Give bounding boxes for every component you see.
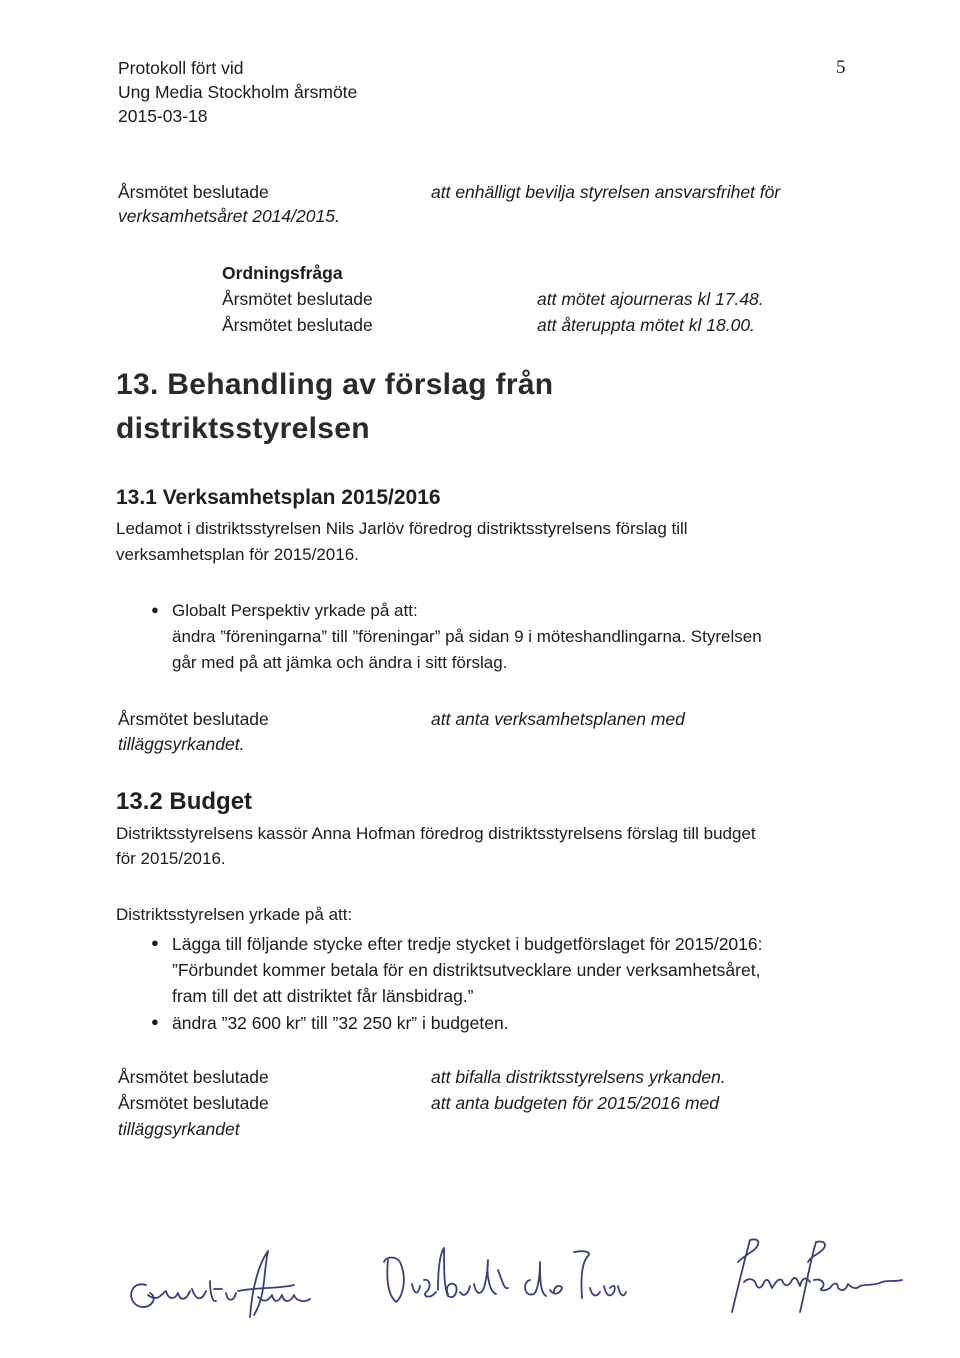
decision-label: Årsmötet beslutade [118, 1067, 269, 1087]
decision-text: att anta budgeten för 2015/2016 med [431, 1093, 720, 1113]
yrkade-line: Distriktsstyrelsen yrkade på att: [116, 905, 353, 924]
bullet-icon: ● [151, 935, 159, 950]
bullet-text: fram till det att distriktet får länsbidrag.” [172, 986, 474, 1006]
section-13-2-title: 13.2 Budget [116, 788, 253, 815]
section-13-title-cont: distriktsstyrelsen [116, 412, 370, 445]
header-date: 2015-03-18 [118, 106, 208, 126]
decision-text: att återuppta mötet kl 18.00. [537, 315, 755, 335]
decision-label: Årsmötet beslutade [222, 289, 373, 309]
decision-text: att mötet ajourneras kl 17.48. [537, 289, 764, 309]
decision-label: Årsmötet beslutade [118, 182, 269, 202]
paragraph-line: för 2015/2016. [116, 849, 226, 868]
decision-text: att enhälligt bevilja styrelsen ansvarsfrihet för [431, 182, 781, 202]
bullet-text: Globalt Perspektiv yrkade på att: [172, 601, 418, 620]
bullet-text: ändra ”32 600 kr” till ”32 250 kr” i budgeten. [172, 1013, 509, 1033]
page-number: 5 [836, 57, 846, 78]
section-13-1-title: 13.1 Verksamhetsplan 2015/2016 [116, 486, 441, 509]
bullet-icon: ● [151, 1014, 159, 1029]
header-org-line1: Protokoll fört vid [118, 58, 244, 78]
bullet-icon: ● [151, 602, 159, 617]
header-org-line2: Ung Media Stockholm årsmöte [118, 82, 358, 102]
paragraph-line: Distriktsstyrelsens kassör Anna Hofman föredrog distriktsstyrelsens förslag till budget [116, 824, 756, 843]
decision-label: Årsmötet beslutade [222, 315, 373, 335]
decision-label: Årsmötet beslutade [118, 709, 269, 729]
ordningsfraga-title: Ordningsfråga [222, 263, 343, 283]
bullet-text: ”Förbundet kommer betala för en distriktsutvecklare under verksamhetsåret, [172, 960, 761, 980]
bullet-text: ändra ”föreningarna” till ”föreningar” på sidan 9 i möteshandlingarna. Styrelsen [172, 627, 762, 646]
decision-text: att anta verksamhetsplanen med [431, 709, 685, 729]
signature-3 [698, 1232, 918, 1322]
decision-continuation: tilläggsyrkandet. [118, 734, 245, 754]
signature-2 [378, 1240, 628, 1320]
decision-label: Årsmötet beslutade [118, 1093, 269, 1113]
decision-continuation: tilläggsyrkandet [118, 1119, 240, 1139]
section-13-title: 13. Behandling av förslag från [116, 368, 554, 401]
bullet-text: går med på att jämka och ändra i sitt förslag. [172, 653, 508, 672]
paragraph-line: verksamhetsplan för 2015/2016. [116, 545, 359, 564]
decision-continuation: verksamhetsåret 2014/2015. [118, 206, 340, 226]
paragraph-line: Ledamot i distriktsstyrelsen Nils Jarlöv föredrog distriktsstyrelsens förslag till [116, 519, 688, 538]
bullet-text: Lägga till följande stycke efter tredje stycket i budgetförslaget för 2015/2016: [172, 934, 763, 954]
decision-text: att bifalla distriktsstyrelsens yrkanden. [431, 1067, 726, 1087]
signature-1 [118, 1245, 318, 1325]
